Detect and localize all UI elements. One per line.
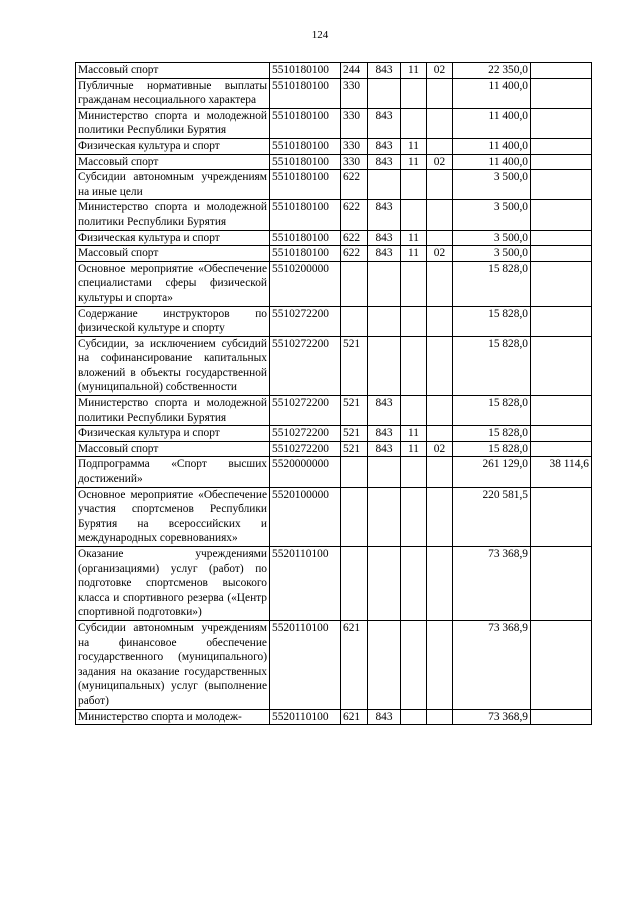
amount-cell: 15 828,0 bbox=[453, 336, 531, 395]
subsection-code-cell bbox=[427, 261, 453, 306]
target-article-code-cell: 5510180100 bbox=[270, 154, 341, 170]
section-code-cell bbox=[401, 457, 427, 487]
target-article-code-cell: 5510180100 bbox=[270, 78, 341, 108]
section-code-cell bbox=[401, 78, 427, 108]
subsection-code-cell bbox=[427, 230, 453, 246]
table-row bbox=[76, 78, 592, 108]
expense-type-cell bbox=[341, 261, 368, 306]
expense-type-cell: 521 bbox=[341, 426, 368, 442]
target-article-code-cell: 5510272200 bbox=[270, 426, 341, 442]
item-name-cell: Основное мероприятие «Обеспечение специалистами сферы физической культуры и спорта» bbox=[76, 261, 270, 306]
expense-type-cell bbox=[341, 547, 368, 621]
subsection-code-cell bbox=[427, 457, 453, 487]
expense-type-cell: 621 bbox=[341, 620, 368, 709]
target-article-code-cell: 5520110100 bbox=[270, 709, 341, 725]
target-article-code-cell: 5520100000 bbox=[270, 487, 341, 546]
section-code-cell: 11 bbox=[401, 230, 427, 246]
target-article-code-cell: 5520110100 bbox=[270, 547, 341, 621]
target-article-code-cell: 5520000000 bbox=[270, 457, 341, 487]
item-name-cell: Министерство спорта и молодежной политики Республики Бурятия bbox=[76, 396, 270, 426]
table-row bbox=[76, 457, 592, 487]
item-name-cell: Физическая культура и спорт bbox=[76, 426, 270, 442]
expense-type-cell: 622 bbox=[341, 200, 368, 230]
item-name-cell: Субсидии автономным учреждениям на иные цели bbox=[76, 170, 270, 200]
ministry-code-cell: 843 bbox=[368, 108, 401, 138]
item-name-cell: Основное мероприятие «Обеспечение участия спортсменов Республики Бурятия на всероссийских и международных соревнованиях» bbox=[76, 487, 270, 546]
table-row bbox=[76, 246, 592, 262]
target-article-code-cell: 5510180100 bbox=[270, 170, 341, 200]
target-article-code-cell: 5510272200 bbox=[270, 336, 341, 395]
subsection-code-cell: 02 bbox=[427, 246, 453, 262]
subsection-code-cell: 02 bbox=[427, 441, 453, 457]
section-code-cell bbox=[401, 108, 427, 138]
amount-secondary-cell bbox=[531, 261, 592, 306]
table-row bbox=[76, 620, 592, 709]
amount-cell: 15 828,0 bbox=[453, 441, 531, 457]
amount-secondary-cell bbox=[531, 154, 592, 170]
ministry-code-cell bbox=[368, 261, 401, 306]
target-article-code-cell: 5520110100 bbox=[270, 620, 341, 709]
table-row bbox=[76, 306, 592, 336]
item-name-cell: Содержание инструкторов по физической культуре и спорту bbox=[76, 306, 270, 336]
amount-secondary-cell bbox=[531, 200, 592, 230]
item-name-cell: Физическая культура и спорт bbox=[76, 138, 270, 154]
ministry-code-cell: 843 bbox=[368, 441, 401, 457]
amount-cell: 11 400,0 bbox=[453, 138, 531, 154]
amount-cell: 261 129,0 bbox=[453, 457, 531, 487]
amount-secondary-cell bbox=[531, 78, 592, 108]
section-code-cell bbox=[401, 396, 427, 426]
expense-type-cell bbox=[341, 306, 368, 336]
amount-cell: 73 368,9 bbox=[453, 709, 531, 725]
amount-secondary-cell bbox=[531, 306, 592, 336]
amount-cell: 22 350,0 bbox=[453, 63, 531, 79]
amount-secondary-cell bbox=[531, 336, 592, 395]
subsection-code-cell bbox=[427, 396, 453, 426]
item-name-cell: Подпрограмма «Спорт высших достижений» bbox=[76, 457, 270, 487]
ministry-code-cell bbox=[368, 170, 401, 200]
amount-secondary-cell: 38 114,6 bbox=[531, 457, 592, 487]
section-code-cell: 11 bbox=[401, 441, 427, 457]
amount-secondary-cell bbox=[531, 547, 592, 621]
section-code-cell bbox=[401, 170, 427, 200]
amount-cell: 15 828,0 bbox=[453, 261, 531, 306]
target-article-code-cell: 5510180100 bbox=[270, 200, 341, 230]
page-number: 124 bbox=[311, 29, 329, 41]
item-name-cell: Министерство спорта и молодежной политики Республики Бурятия bbox=[76, 200, 270, 230]
table-row bbox=[76, 200, 592, 230]
amount-cell: 73 368,9 bbox=[453, 547, 531, 621]
ministry-code-cell: 843 bbox=[368, 709, 401, 725]
amount-secondary-cell bbox=[531, 63, 592, 79]
amount-secondary-cell bbox=[531, 441, 592, 457]
expense-type-cell bbox=[341, 457, 368, 487]
table-row bbox=[76, 170, 592, 200]
amount-secondary-cell bbox=[531, 170, 592, 200]
table-row bbox=[76, 230, 592, 246]
ministry-code-cell: 843 bbox=[368, 246, 401, 262]
target-article-code-cell: 5510180100 bbox=[270, 138, 341, 154]
subsection-code-cell bbox=[427, 78, 453, 108]
ministry-code-cell bbox=[368, 306, 401, 336]
target-article-code-cell: 5510180100 bbox=[270, 108, 341, 138]
section-code-cell: 11 bbox=[401, 138, 427, 154]
ministry-code-cell bbox=[368, 78, 401, 108]
subsection-code-cell: 02 bbox=[427, 63, 453, 79]
section-code-cell: 11 bbox=[401, 246, 427, 262]
table-row bbox=[76, 396, 592, 426]
table-row bbox=[76, 336, 592, 395]
amount-secondary-cell bbox=[531, 108, 592, 138]
section-code-cell: 11 bbox=[401, 154, 427, 170]
ministry-code-cell bbox=[368, 547, 401, 621]
expense-type-cell: 622 bbox=[341, 170, 368, 200]
section-code-cell bbox=[401, 547, 427, 621]
table-row bbox=[76, 261, 592, 306]
item-name-cell: Субсидии, за исключением субсидий на софинансирование капитальных вложений в объекты государственной (муниципальной) собственности bbox=[76, 336, 270, 395]
expense-type-cell: 330 bbox=[341, 154, 368, 170]
amount-cell: 3 500,0 bbox=[453, 230, 531, 246]
target-article-code-cell: 5510180100 bbox=[270, 246, 341, 262]
amount-cell: 220 581,5 bbox=[453, 487, 531, 546]
expense-type-cell: 622 bbox=[341, 230, 368, 246]
subsection-code-cell bbox=[427, 709, 453, 725]
ministry-code-cell: 843 bbox=[368, 230, 401, 246]
amount-secondary-cell bbox=[531, 426, 592, 442]
expense-type-cell: 521 bbox=[341, 336, 368, 395]
subsection-code-cell bbox=[427, 426, 453, 442]
item-name-cell: Массовый спорт bbox=[76, 63, 270, 79]
table-row bbox=[76, 441, 592, 457]
expense-type-cell: 621 bbox=[341, 709, 368, 725]
amount-cell: 15 828,0 bbox=[453, 426, 531, 442]
subsection-code-cell bbox=[427, 306, 453, 336]
ministry-code-cell: 843 bbox=[368, 200, 401, 230]
item-name-cell: Публичные нормативные выплаты гражданам несоциального характера bbox=[76, 78, 270, 108]
budget-table bbox=[75, 62, 592, 725]
ministry-code-cell: 843 bbox=[368, 154, 401, 170]
target-article-code-cell: 5510272200 bbox=[270, 441, 341, 457]
table-row bbox=[76, 709, 592, 725]
expense-type-cell: 521 bbox=[341, 396, 368, 426]
amount-secondary-cell bbox=[531, 396, 592, 426]
amount-cell: 15 828,0 bbox=[453, 306, 531, 336]
subsection-code-cell bbox=[427, 170, 453, 200]
expense-type-cell: 330 bbox=[341, 138, 368, 154]
subsection-code-cell bbox=[427, 108, 453, 138]
amount-secondary-cell bbox=[531, 487, 592, 546]
amount-secondary-cell bbox=[531, 709, 592, 725]
target-article-code-cell: 5510200000 bbox=[270, 261, 341, 306]
amount-secondary-cell bbox=[531, 138, 592, 154]
section-code-cell bbox=[401, 620, 427, 709]
subsection-code-cell bbox=[427, 547, 453, 621]
section-code-cell bbox=[401, 487, 427, 546]
expense-type-cell: 330 bbox=[341, 108, 368, 138]
table-row bbox=[76, 63, 592, 79]
ministry-code-cell: 843 bbox=[368, 426, 401, 442]
table-row bbox=[76, 108, 592, 138]
section-code-cell bbox=[401, 709, 427, 725]
subsection-code-cell bbox=[427, 138, 453, 154]
item-name-cell: Массовый спорт bbox=[76, 154, 270, 170]
amount-cell: 73 368,9 bbox=[453, 620, 531, 709]
subsection-code-cell: 02 bbox=[427, 154, 453, 170]
subsection-code-cell bbox=[427, 200, 453, 230]
amount-secondary-cell bbox=[531, 246, 592, 262]
amount-cell: 3 500,0 bbox=[453, 170, 531, 200]
table-row bbox=[76, 154, 592, 170]
section-code-cell: 11 bbox=[401, 426, 427, 442]
target-article-code-cell: 5510272200 bbox=[270, 306, 341, 336]
item-name-cell: Массовый спорт bbox=[76, 441, 270, 457]
target-article-code-cell: 5510180100 bbox=[270, 63, 341, 79]
amount-cell: 15 828,0 bbox=[453, 396, 531, 426]
item-name-cell: Оказание учреждениями (организациями) услуг (работ) по подготовке спортсменов высокого класса и спортивного резерва («Центр спортивной подготовки») bbox=[76, 547, 270, 621]
item-name-cell: Субсидии автономным учреждениям на финансовое обеспечение государственного (муниципального) задания на оказание государственных (муниципальных) услуг (выполнение работ) bbox=[76, 620, 270, 709]
expense-type-cell: 330 bbox=[341, 78, 368, 108]
ministry-code-cell: 843 bbox=[368, 396, 401, 426]
table-row bbox=[76, 547, 592, 621]
subsection-code-cell bbox=[427, 620, 453, 709]
amount-cell: 3 500,0 bbox=[453, 246, 531, 262]
subsection-code-cell bbox=[427, 336, 453, 395]
subsection-code-cell bbox=[427, 487, 453, 546]
section-code-cell bbox=[401, 261, 427, 306]
table-row bbox=[76, 426, 592, 442]
amount-secondary-cell bbox=[531, 230, 592, 246]
ministry-code-cell: 843 bbox=[368, 63, 401, 79]
ministry-code-cell bbox=[368, 487, 401, 546]
target-article-code-cell: 5510180100 bbox=[270, 230, 341, 246]
item-name-cell: Физическая культура и спорт bbox=[76, 230, 270, 246]
table-row bbox=[76, 138, 592, 154]
item-name-cell: Министерство спорта и молодеж- bbox=[76, 709, 270, 725]
section-code-cell bbox=[401, 200, 427, 230]
expense-type-cell: 521 bbox=[341, 441, 368, 457]
section-code-cell bbox=[401, 336, 427, 395]
expense-type-cell: 622 bbox=[341, 246, 368, 262]
target-article-code-cell: 5510272200 bbox=[270, 396, 341, 426]
ministry-code-cell bbox=[368, 620, 401, 709]
amount-cell: 11 400,0 bbox=[453, 108, 531, 138]
item-name-cell: Министерство спорта и молодежной политики Республики Бурятия bbox=[76, 108, 270, 138]
section-code-cell: 11 bbox=[401, 63, 427, 79]
amount-cell: 11 400,0 bbox=[453, 154, 531, 170]
section-code-cell bbox=[401, 306, 427, 336]
ministry-code-cell bbox=[368, 336, 401, 395]
expense-type-cell bbox=[341, 487, 368, 546]
amount-secondary-cell bbox=[531, 620, 592, 709]
item-name-cell: Массовый спорт bbox=[76, 246, 270, 262]
expense-type-cell: 244 bbox=[341, 63, 368, 79]
ministry-code-cell bbox=[368, 457, 401, 487]
amount-cell: 3 500,0 bbox=[453, 200, 531, 230]
amount-cell: 11 400,0 bbox=[453, 78, 531, 108]
table-row bbox=[76, 487, 592, 546]
ministry-code-cell: 843 bbox=[368, 138, 401, 154]
